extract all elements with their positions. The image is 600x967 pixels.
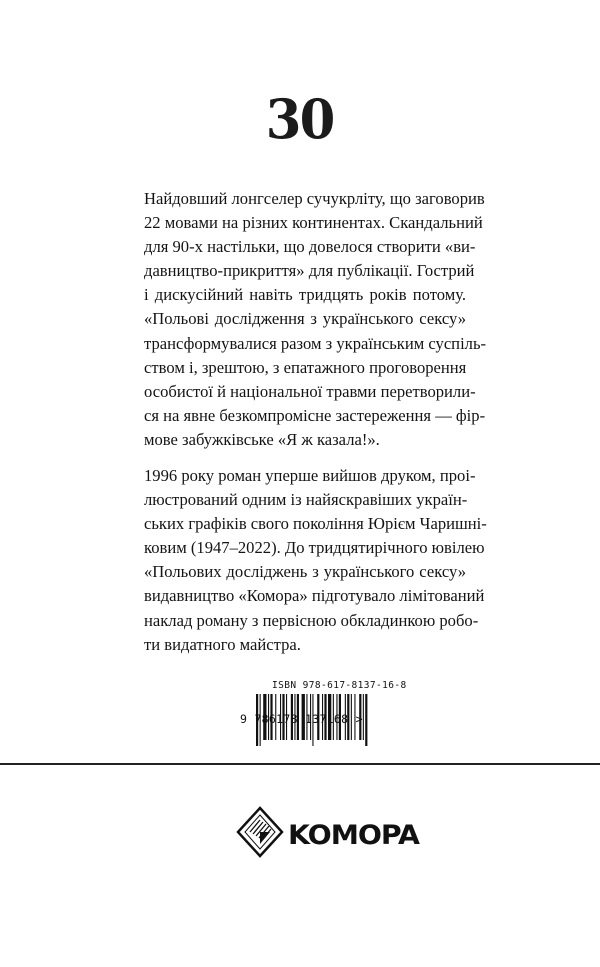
text-line: ти видатного майстра. <box>144 634 301 654</box>
text-line: 1996 року роман уперше вийшов друком, проі- <box>144 466 476 485</box>
divider-line <box>0 763 600 765</box>
blurb-paragraph-1 <box>144 187 487 452</box>
text-line: ством і, зрештою, з епатажного проговорення <box>144 357 467 377</box>
publisher-logo-mark-icon <box>236 806 284 858</box>
isbn-label: ISBN 978-617-8137-16-8 <box>272 680 407 691</box>
anniversary-number <box>0 87 600 151</box>
text-line: трансформувалися разом з українським суспіль- <box>144 333 487 353</box>
text-line: мове забужківське «Я ж казала!». <box>144 429 380 449</box>
text-line: Найдовший лонгселер сучукрліту, що заговорив <box>144 189 485 208</box>
text-line: давництво-прикриття» для публікації. Гострий <box>144 261 475 281</box>
publisher-logo <box>236 806 419 866</box>
text-line: 22 мовами на різних континентах. Скандальний <box>144 213 483 233</box>
text-line: ковим (1947–2022). До тридцятирічного ювілею <box>144 538 485 558</box>
text-line: «Польові дослідження з українського сексу» <box>144 309 466 329</box>
publisher-logo-text: KOMOPA <box>288 820 419 851</box>
text-line: ся на явне безкомпромісне застереження — фір- <box>144 405 486 425</box>
anniversary-number-text: 30 <box>266 87 334 151</box>
text-line: видавництво «Комора» підготувало лімітований <box>144 586 485 606</box>
text-line: люстрований одним із найяскравіших україн- <box>144 490 468 510</box>
text-line: для 90-х настільки, що довелося створити «ви- <box>144 237 476 257</box>
text-line: особистої й національної травми перетворили- <box>144 381 476 401</box>
text-line: «Польових досліджень з українського сексу» <box>144 562 466 582</box>
barcode-digits: 9 786178 137168 > <box>240 712 363 726</box>
text-line: наклад роману з первісною обкладинкою робо- <box>144 610 479 630</box>
blurb-paragraph-2 <box>144 464 487 657</box>
text-line: і дискусійний навіть тридцять років потому. <box>144 285 466 305</box>
text-line: ських графіків свого покоління Юрієм Чаришні- <box>144 514 487 534</box>
